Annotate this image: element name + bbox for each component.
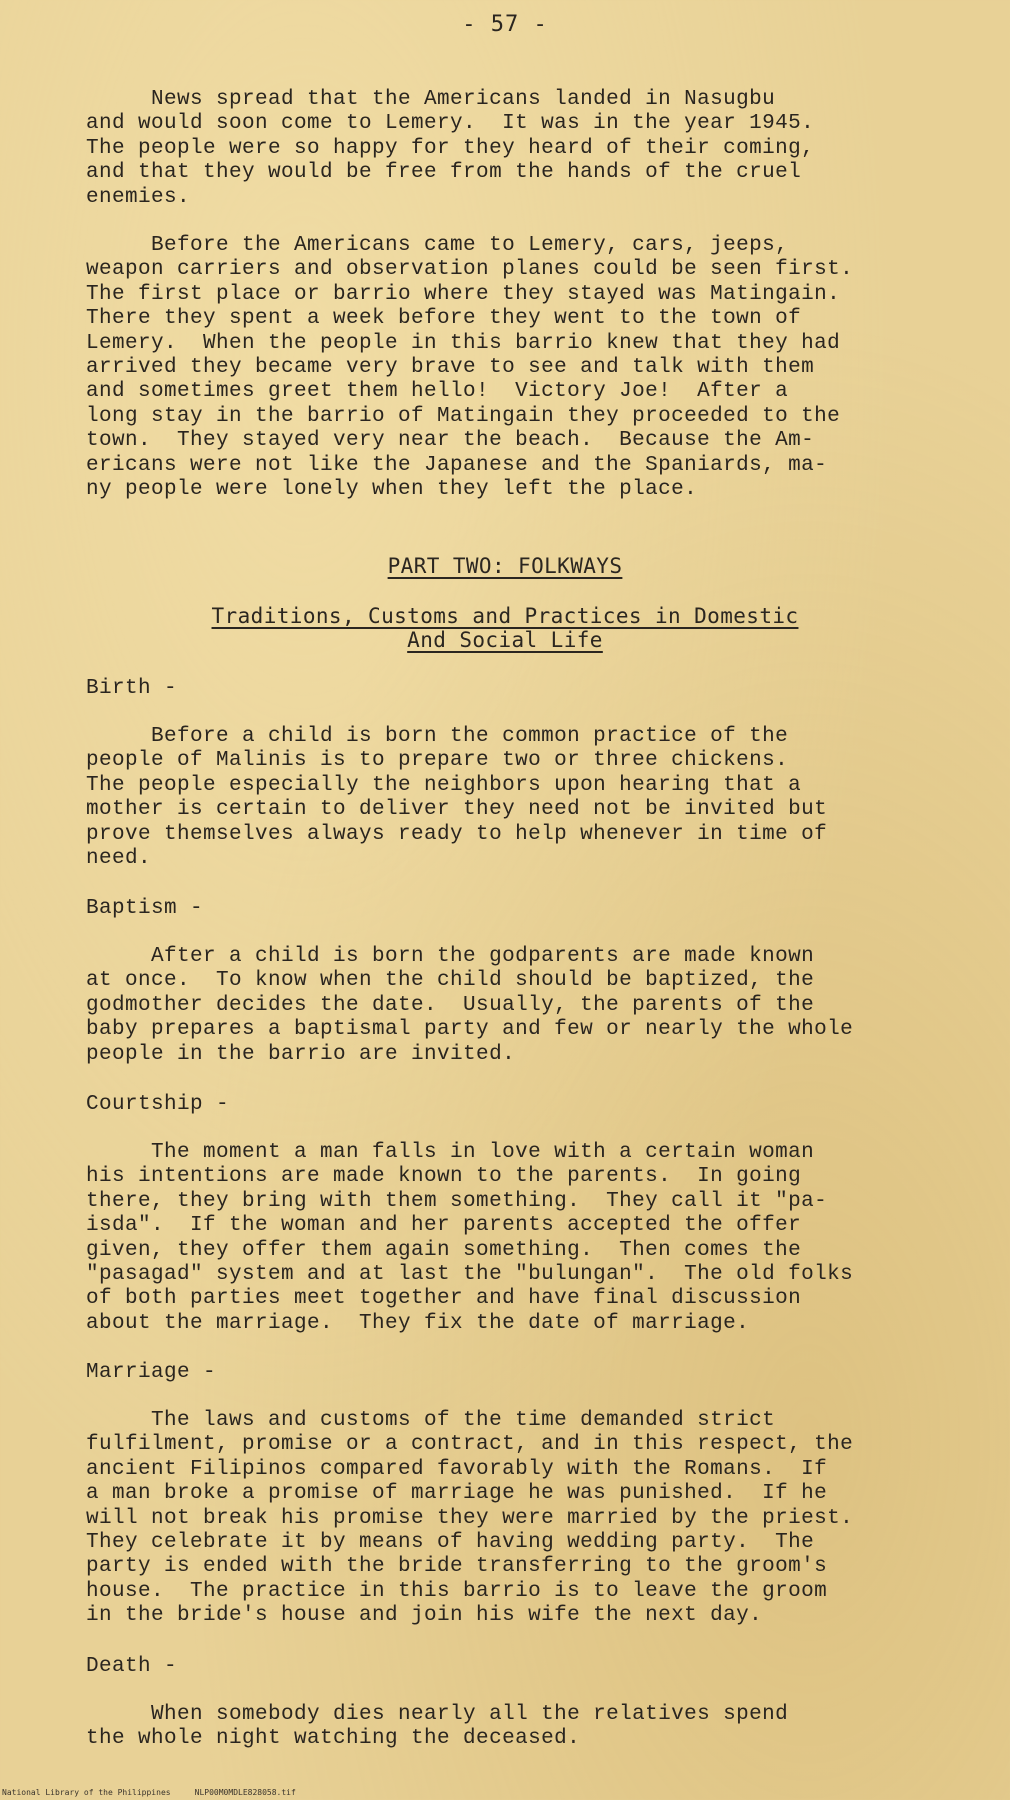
paragraph-death: When somebody dies nearly all the relatives spend the whole night watching the deceased.: [86, 1703, 789, 1751]
section-heading-line1-text: Traditions, Customs and Practices in Domestic: [211, 604, 799, 628]
page-number: - 57 -: [462, 12, 548, 37]
paragraph-marriage: The laws and customs of the time demanded strict fulfilment, promise or a contract, and in this respect, the ancient Filipinos compared favorably with the Romans. If a man broke a promise of marriage he was punished. If he will not break his promise they were married by the priest. They celebrate it by means of having wedding party. The party is ended with the bride transferring to the groom's house. The practice in this barrio is to leave the groom in the bride's house and join his wife the next day.: [86, 1409, 854, 1628]
subheading-birth: Birth -: [86, 677, 178, 700]
subheading-courtship: Courtship -: [86, 1093, 230, 1116]
paragraph-birth: Before a child is born the common practice of the people of Malinis is to prepare two or three chickens. The people especially the neighbors upon hearing that a mother is certain to deliver they need not be invited but prove themselves always ready to help whenever in time of need.: [86, 725, 828, 871]
part-heading-text: PART TWO: FOLKWAYS: [387, 554, 623, 578]
section-heading-line2-text: And Social Life: [407, 628, 603, 652]
paragraph-courtship: The moment a man falls in love with a certain woman his intentions are made known to the parents. In going there, they bring with them something. They call it "pa- isda". If the woman and her parents accepted the offer given, they offer them again something. Then comes the "pasagad" system and at last the "bulungan". The old folks of both parties meet together and have final discussion about the marriage. They fix the date of marriage.: [86, 1141, 854, 1335]
subheading-marriage: Marriage -: [86, 1361, 217, 1384]
subheading-death: Death -: [86, 1655, 178, 1678]
scan-footer: National Library of the Philippines NLP00M0MDLE828058.tif: [2, 1788, 296, 1797]
subheading-baptism: Baptism -: [86, 897, 204, 920]
section-heading-line1: [0, 604, 1010, 628]
paragraph-americans-arrival: Before the Americans came to Lemery, cars, jeeps, weapon carriers and observation planes could be seen first. The first place or barrio where they stayed was Matingain. There they spent a week before they went to the town of Lemery. When the people in this barrio knew that they had arrived they became very brave to see and talk with them and sometimes greet them hello! Victory Joe! After a long stay in the barrio of Matingain they proceeded to the town. They stayed very near the beach. Because the Am- ericans were not like the Japanese and the Spaniards, ma- ny people were lonely when they left the place.: [86, 234, 854, 502]
paragraph-baptism: After a child is born the godparents are made known at once. To know when the child should be baptized, the godmother decides the date. Usually, the parents of the baby prepares a baptismal party and few or nearly the whole people in the barrio are invited.: [86, 945, 854, 1066]
paragraph-americans-landed: News spread that the Americans landed in Nasugbu and would soon come to Lemery. It was in the year 1945. The people were so happy for they heard of their coming, and that they would be free from the hands of the cruel enemies.: [86, 88, 815, 209]
part-heading: [0, 554, 1010, 578]
section-heading-line2: [0, 628, 1010, 652]
